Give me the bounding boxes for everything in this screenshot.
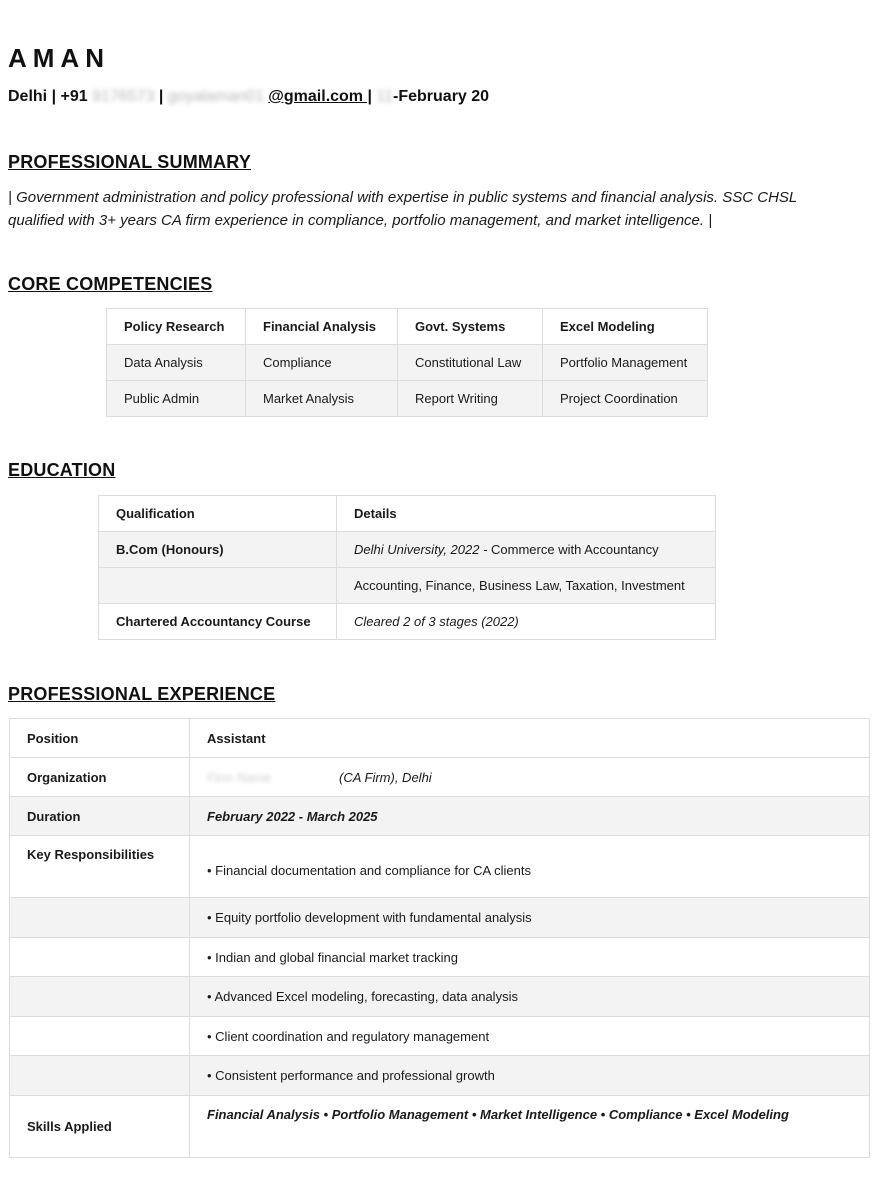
table-cell: [10, 1056, 190, 1096]
table-cell: [10, 938, 190, 977]
table-row: [107, 309, 708, 345]
table-cell: Accounting, Finance, Business Law, Taxation, Investment: [337, 568, 716, 604]
contact-separator: |: [158, 88, 164, 105]
table-cell: Govt. Systems: [398, 309, 543, 345]
education-heading: EDUCATION: [8, 460, 116, 480]
table-cell: Position: [10, 719, 190, 758]
table-row: [10, 719, 870, 758]
table-cell: Organization: [10, 758, 190, 797]
table-cell: February 2022 - March 2025: [190, 797, 870, 836]
table-cell: [10, 898, 190, 938]
table-cell: Report Writing: [398, 381, 543, 417]
list-item: • Client coordination and regulatory management: [190, 1017, 870, 1056]
table-row: [10, 758, 870, 797]
table-cell: [190, 758, 870, 797]
table-cell: Policy Research: [107, 309, 246, 345]
table-cell: Compliance: [246, 345, 398, 381]
table-row: [10, 797, 870, 836]
table-row: [99, 532, 716, 568]
redacted-date: 11: [376, 88, 394, 105]
table-cell: [337, 532, 716, 568]
table-cell: Market Analysis: [246, 381, 398, 417]
table-row: [10, 1096, 870, 1158]
table-cell: Financial Analysis: [246, 309, 398, 345]
table-cell: Portfolio Management: [543, 345, 708, 381]
organization-location: (CA Firm), Delhi: [339, 769, 432, 785]
email-domain-link[interactable]: @gmail.com |: [268, 88, 372, 105]
competencies-table: [106, 308, 708, 417]
summary-heading: PROFESSIONAL SUMMARY: [8, 152, 252, 172]
table-cell: B.Com (Honours): [99, 532, 337, 568]
list-item: • Advanced Excel modeling, forecasting, data analysis: [190, 977, 870, 1017]
table-header-cell: Qualification: [99, 496, 337, 532]
table-row: [10, 836, 870, 898]
table-row: [107, 345, 708, 381]
experience-heading: PROFESSIONAL EXPERIENCE: [8, 684, 276, 704]
table-cell: Public Admin: [107, 381, 246, 417]
table-cell: Excel Modeling: [543, 309, 708, 345]
table-row: [10, 1017, 870, 1056]
education-university: Delhi University, 2022 -: [354, 542, 488, 557]
contact-date: -February 20: [393, 88, 490, 105]
redacted-email-prefix: goyalaman01: [167, 88, 264, 105]
contact-line: [8, 88, 489, 106]
table-cell: Financial Analysis • Portfolio Management • Market Intelligence • Compliance • Excel Modeling: [190, 1096, 870, 1158]
table-cell: Constitutional Law: [398, 345, 543, 381]
education-table: [98, 495, 716, 640]
table-cell: Skills Applied: [10, 1096, 190, 1158]
list-item: • Financial documentation and compliance for CA clients: [190, 836, 870, 898]
list-item: • Indian and global financial market tracking: [190, 938, 870, 977]
table-cell: Assistant: [190, 719, 870, 758]
redacted-firm-name: Firm Name: [207, 769, 272, 785]
table-row: [10, 1056, 870, 1096]
table-row: [99, 604, 716, 640]
table-row: [10, 977, 870, 1017]
table-header-cell: Details: [337, 496, 716, 532]
candidate-name: AMAN: [8, 43, 110, 73]
table-cell: Duration: [10, 797, 190, 836]
summary-text: | Government administration and policy professional with expertise in public systems and financial analysis. SSC CHSL qualified with 3+ years CA firm experience in compliance, portfolio management, and market intelligence. |: [8, 189, 797, 229]
table-cell: Chartered Accountancy Course: [99, 604, 337, 640]
table-row: [99, 496, 716, 532]
contact-city: Delhi | +91: [8, 88, 88, 105]
education-program: Commerce with Accountancy: [487, 542, 659, 557]
table-row: [10, 898, 870, 938]
competencies-heading: CORE COMPETENCIES: [8, 274, 213, 294]
table-cell: [10, 1017, 190, 1056]
redacted-phone: 9176573: [92, 88, 155, 105]
table-row: [10, 938, 870, 977]
table-cell: Data Analysis: [107, 345, 246, 381]
table-cell: [99, 568, 337, 604]
table-cell: Cleared 2 of 3 stages (2022): [337, 604, 716, 640]
experience-table: [9, 718, 870, 1158]
table-cell: Key Responsibilities: [10, 836, 190, 898]
list-item: • Equity portfolio development with fundamental analysis: [190, 898, 870, 938]
table-cell: Project Coordination: [543, 381, 708, 417]
table-row: [99, 568, 716, 604]
table-cell: [10, 977, 190, 1017]
list-item: • Consistent performance and professional growth: [190, 1056, 870, 1096]
table-row: [107, 381, 708, 417]
